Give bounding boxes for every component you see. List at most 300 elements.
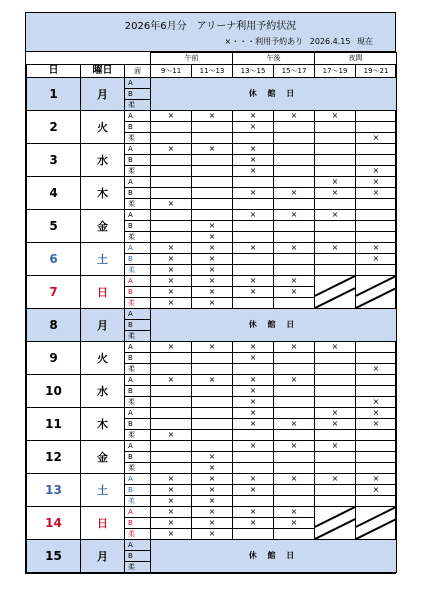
- table-row: [27, 474, 397, 485]
- slot-cell: [315, 364, 356, 375]
- col-header-court: 面: [125, 65, 151, 78]
- slot-cell: [233, 265, 274, 276]
- slot-cell: [315, 496, 356, 507]
- legend-text: ×・・・利用予約あり: [224, 37, 304, 46]
- slot-cell: [315, 232, 356, 243]
- slot-cell: ×: [274, 111, 315, 122]
- court-label: 柔: [125, 364, 151, 375]
- slot-cell: [151, 452, 192, 463]
- slot-cell: ×: [315, 408, 356, 419]
- slot-cell: [356, 430, 397, 441]
- slot-cell: [233, 254, 274, 265]
- court-label: B: [125, 518, 151, 529]
- slot-cell: [356, 210, 397, 221]
- slot-cell: ×: [233, 188, 274, 199]
- slot-cell: [274, 452, 315, 463]
- slot-cell: [233, 133, 274, 144]
- slot-cell: [192, 419, 233, 430]
- slot-cell: [151, 188, 192, 199]
- table-row: [27, 342, 397, 353]
- court-label: A: [125, 375, 151, 386]
- day-number: 14: [27, 507, 81, 540]
- slot-cell: [356, 386, 397, 397]
- group-header-afternoon: 午後: [233, 53, 315, 65]
- unavailable-cell: [356, 276, 397, 309]
- slot-cell: [151, 408, 192, 419]
- slot-cell: ×: [274, 518, 315, 529]
- slot-header: 11～13: [192, 65, 233, 78]
- court-label: 柔: [125, 265, 151, 276]
- slot-cell: [274, 496, 315, 507]
- slot-cell: ×: [151, 265, 192, 276]
- day-number: 13: [27, 474, 81, 507]
- slot-cell: [192, 397, 233, 408]
- slot-cell: [274, 529, 315, 540]
- court-label: A: [125, 243, 151, 254]
- slot-cell: ×: [315, 441, 356, 452]
- as-of-label: 現在: [357, 37, 373, 46]
- court-label: A: [125, 276, 151, 287]
- slot-header: 19～21: [356, 65, 397, 78]
- slot-cell: [192, 364, 233, 375]
- court-label: B: [125, 386, 151, 397]
- court-label: A: [125, 177, 151, 188]
- slot-cell: [315, 375, 356, 386]
- slot-cell: [315, 221, 356, 232]
- as-of-date: 2026.4.15: [309, 37, 351, 46]
- slot-cell: ×: [356, 166, 397, 177]
- slot-cell: ×: [192, 144, 233, 155]
- closed-day-cell: 休 館 日: [151, 540, 397, 573]
- closed-day-cell: 休 館 日: [151, 78, 397, 111]
- slot-cell: [233, 221, 274, 232]
- slot-cell: [192, 133, 233, 144]
- slot-cell: ×: [356, 243, 397, 254]
- slot-cell: ×: [233, 342, 274, 353]
- weekday: 木: [81, 177, 125, 210]
- table-row: [27, 243, 397, 254]
- slot-cell: ×: [233, 166, 274, 177]
- weekday: 月: [81, 540, 125, 573]
- slot-cell: ×: [233, 441, 274, 452]
- slot-cell: ×: [274, 507, 315, 518]
- slot-cell: [315, 199, 356, 210]
- slot-cell: [192, 441, 233, 452]
- court-label: 柔: [125, 298, 151, 309]
- slot-cell: ×: [356, 408, 397, 419]
- slot-cell: ×: [192, 452, 233, 463]
- slot-cell: [274, 463, 315, 474]
- slot-cell: [274, 199, 315, 210]
- weekday: 土: [81, 243, 125, 276]
- court-label: A: [125, 309, 151, 320]
- slot-cell: [356, 232, 397, 243]
- slot-cell: [356, 463, 397, 474]
- slot-cell: [315, 144, 356, 155]
- table-row: [27, 507, 397, 518]
- day-number: 11: [27, 408, 81, 441]
- slot-cell: ×: [151, 111, 192, 122]
- slot-header: 15～17: [274, 65, 315, 78]
- slot-cell: ×: [151, 529, 192, 540]
- day-number: 7: [27, 276, 81, 309]
- slot-cell: ×: [151, 430, 192, 441]
- slot-cell: ×: [356, 133, 397, 144]
- slot-cell: [274, 133, 315, 144]
- weekday: 日: [81, 507, 125, 540]
- slot-cell: ×: [233, 485, 274, 496]
- slot-cell: [233, 463, 274, 474]
- court-label: B: [125, 155, 151, 166]
- table-row: [27, 78, 397, 89]
- slot-cell: ×: [315, 419, 356, 430]
- slot-cell: [315, 353, 356, 364]
- slot-cell: ×: [151, 298, 192, 309]
- slot-cell: [233, 232, 274, 243]
- slot-cell: ×: [233, 353, 274, 364]
- court-label: B: [125, 188, 151, 199]
- slot-cell: [233, 452, 274, 463]
- slot-cell: [192, 353, 233, 364]
- slot-cell: ×: [151, 254, 192, 265]
- slot-cell: [356, 353, 397, 364]
- court-label: 柔: [125, 430, 151, 441]
- court-label: 柔: [125, 100, 151, 111]
- slot-cell: ×: [315, 177, 356, 188]
- slot-cell: [151, 397, 192, 408]
- closed-day-cell: 休 館 日: [151, 309, 397, 342]
- slot-cell: ×: [151, 144, 192, 155]
- slot-cell: ×: [233, 243, 274, 254]
- slot-cell: ×: [151, 507, 192, 518]
- slot-cell: [192, 177, 233, 188]
- weekday: 木: [81, 408, 125, 441]
- slot-cell: [356, 265, 397, 276]
- court-label: 柔: [125, 496, 151, 507]
- slot-cell: [274, 232, 315, 243]
- court-label: A: [125, 210, 151, 221]
- slot-cell: ×: [192, 485, 233, 496]
- slot-cell: [151, 210, 192, 221]
- slot-cell: ×: [274, 287, 315, 298]
- day-number: 6: [27, 243, 81, 276]
- slot-cell: ×: [233, 507, 274, 518]
- slot-cell: [356, 496, 397, 507]
- weekday: 日: [81, 276, 125, 309]
- slot-cell: [274, 364, 315, 375]
- weekday: 火: [81, 342, 125, 375]
- slot-cell: ×: [192, 375, 233, 386]
- slot-cell: ×: [192, 463, 233, 474]
- day-number: 5: [27, 210, 81, 243]
- court-label: B: [125, 287, 151, 298]
- court-label: B: [125, 221, 151, 232]
- slot-cell: [274, 353, 315, 364]
- col-header-weekday: 曜日: [81, 65, 125, 78]
- slot-cell: [356, 221, 397, 232]
- slot-cell: ×: [233, 386, 274, 397]
- slot-cell: [356, 441, 397, 452]
- slot-cell: [151, 133, 192, 144]
- slot-cell: [274, 386, 315, 397]
- court-label: 柔: [125, 166, 151, 177]
- table-row: [27, 309, 397, 320]
- court-label: A: [125, 78, 151, 89]
- col-header-day: 日: [27, 65, 81, 78]
- table-row: [27, 408, 397, 419]
- unavailable-cell: [356, 507, 397, 540]
- court-label: B: [125, 452, 151, 463]
- court-label: A: [125, 441, 151, 452]
- slot-cell: [151, 364, 192, 375]
- weekday: 火: [81, 111, 125, 144]
- slot-cell: ×: [274, 188, 315, 199]
- slot-cell: ×: [315, 342, 356, 353]
- table-row: [27, 210, 397, 221]
- diagonal-lines-icon: [315, 507, 355, 539]
- slot-cell: [315, 133, 356, 144]
- slot-cell: ×: [356, 188, 397, 199]
- slot-cell: [274, 221, 315, 232]
- slot-cell: [151, 122, 192, 133]
- schedule-table: [26, 52, 397, 573]
- slot-cell: [151, 386, 192, 397]
- slot-cell: ×: [233, 375, 274, 386]
- group-header-morning: 午前: [151, 53, 233, 65]
- slot-cell: [151, 441, 192, 452]
- slot-cell: [151, 419, 192, 430]
- weekday: 金: [81, 210, 125, 243]
- court-label: 柔: [125, 562, 151, 573]
- court-label: A: [125, 144, 151, 155]
- day-number: 4: [27, 177, 81, 210]
- slot-cell: [315, 166, 356, 177]
- table-row: [27, 375, 397, 386]
- slot-cell: ×: [274, 441, 315, 452]
- slot-header: 13～15: [233, 65, 274, 78]
- diagonal-lines-icon: [356, 276, 396, 308]
- slot-cell: [192, 386, 233, 397]
- slot-cell: ×: [192, 276, 233, 287]
- court-label: 柔: [125, 331, 151, 342]
- slot-cell: ×: [233, 144, 274, 155]
- slot-cell: [315, 397, 356, 408]
- court-label: B: [125, 485, 151, 496]
- slot-cell: [356, 342, 397, 353]
- slot-cell: [192, 155, 233, 166]
- slot-cell: [315, 265, 356, 276]
- slot-cell: ×: [274, 419, 315, 430]
- slot-cell: ×: [233, 397, 274, 408]
- slot-cell: ×: [274, 243, 315, 254]
- slot-cell: ×: [192, 518, 233, 529]
- slot-cell: ×: [233, 276, 274, 287]
- day-number: 12: [27, 441, 81, 474]
- slot-cell: ×: [192, 496, 233, 507]
- slot-cell: [192, 188, 233, 199]
- court-label: 柔: [125, 133, 151, 144]
- slot-cell: ×: [151, 375, 192, 386]
- day-number: 15: [27, 540, 81, 573]
- slot-cell: ×: [192, 342, 233, 353]
- court-label: 柔: [125, 529, 151, 540]
- day-number: 2: [27, 111, 81, 144]
- slot-cell: ×: [356, 485, 397, 496]
- unavailable-cell: [315, 507, 356, 540]
- slot-cell: [192, 430, 233, 441]
- court-label: B: [125, 353, 151, 364]
- slot-cell: [274, 265, 315, 276]
- slot-cell: [274, 155, 315, 166]
- slot-cell: [233, 298, 274, 309]
- slot-cell: ×: [151, 287, 192, 298]
- slot-cell: ×: [192, 287, 233, 298]
- slot-cell: ×: [192, 111, 233, 122]
- slot-cell: ×: [192, 232, 233, 243]
- slot-cell: [315, 430, 356, 441]
- slot-cell: [151, 166, 192, 177]
- slot-cell: ×: [356, 177, 397, 188]
- slot-cell: [315, 122, 356, 133]
- slot-cell: ×: [274, 276, 315, 287]
- weekday: 金: [81, 441, 125, 474]
- reservation-sheet: [25, 12, 396, 574]
- slot-cell: ×: [192, 474, 233, 485]
- slot-cell: ×: [192, 507, 233, 518]
- table-row: [27, 111, 397, 122]
- slot-cell: ×: [192, 298, 233, 309]
- slot-cell: ×: [274, 375, 315, 386]
- slot-cell: [151, 353, 192, 364]
- diagonal-lines-icon: [356, 507, 396, 539]
- unavailable-cell: [315, 276, 356, 309]
- slot-cell: ×: [233, 518, 274, 529]
- slot-cell: ×: [192, 243, 233, 254]
- slot-cell: ×: [233, 155, 274, 166]
- slot-cell: [151, 177, 192, 188]
- slot-cell: ×: [356, 474, 397, 485]
- slot-cell: ×: [233, 122, 274, 133]
- slot-cell: [356, 144, 397, 155]
- slot-cell: ×: [151, 342, 192, 353]
- slot-cell: [274, 144, 315, 155]
- slot-cell: [274, 177, 315, 188]
- table-row: [27, 144, 397, 155]
- court-label: B: [125, 89, 151, 100]
- slot-cell: [315, 254, 356, 265]
- court-label: 柔: [125, 232, 151, 243]
- court-label: A: [125, 408, 151, 419]
- court-label: A: [125, 540, 151, 551]
- slot-cell: [274, 166, 315, 177]
- slot-cell: [192, 166, 233, 177]
- slot-cell: [356, 199, 397, 210]
- court-label: 柔: [125, 199, 151, 210]
- weekday: 土: [81, 474, 125, 507]
- slot-cell: [151, 155, 192, 166]
- table-row: [27, 177, 397, 188]
- court-label: B: [125, 254, 151, 265]
- slot-cell: [274, 430, 315, 441]
- slot-cell: [315, 386, 356, 397]
- court-label: B: [125, 551, 151, 562]
- slot-cell: [151, 221, 192, 232]
- diagonal-lines-icon: [315, 276, 355, 308]
- slot-cell: [315, 155, 356, 166]
- slot-cell: [356, 111, 397, 122]
- court-label: A: [125, 507, 151, 518]
- slot-cell: ×: [233, 408, 274, 419]
- slot-cell: [192, 122, 233, 133]
- slot-header: 9～11: [151, 65, 192, 78]
- day-number: 1: [27, 78, 81, 111]
- header-box: [26, 13, 395, 52]
- table-row: [27, 540, 397, 551]
- slot-cell: [233, 199, 274, 210]
- slot-cell: [274, 485, 315, 496]
- slot-cell: [151, 463, 192, 474]
- slot-cell: ×: [274, 474, 315, 485]
- slot-cell: [274, 122, 315, 133]
- weekday: 月: [81, 78, 125, 111]
- slot-cell: ×: [192, 529, 233, 540]
- slot-cell: ×: [151, 243, 192, 254]
- slot-cell: [233, 430, 274, 441]
- slot-cell: [274, 254, 315, 265]
- slot-cell: ×: [192, 265, 233, 276]
- slot-cell: [233, 177, 274, 188]
- slot-cell: ×: [315, 188, 356, 199]
- slot-cell: [274, 298, 315, 309]
- slot-cell: [274, 408, 315, 419]
- slot-cell: [356, 452, 397, 463]
- slot-cell: ×: [233, 111, 274, 122]
- weekday: 水: [81, 144, 125, 177]
- slot-cell: ×: [151, 496, 192, 507]
- slot-cell: [192, 408, 233, 419]
- slot-cell: ×: [151, 474, 192, 485]
- page-title: 2026年6月分 アリーナ利用予約状況: [124, 21, 297, 32]
- header-row-slots: [27, 65, 397, 78]
- slot-cell: [151, 232, 192, 243]
- day-number: 10: [27, 375, 81, 408]
- court-label: B: [125, 419, 151, 430]
- day-number: 8: [27, 309, 81, 342]
- slot-cell: ×: [151, 276, 192, 287]
- weekday: 月: [81, 309, 125, 342]
- slot-cell: ×: [315, 111, 356, 122]
- court-label: A: [125, 342, 151, 353]
- slot-header: 17～19: [315, 65, 356, 78]
- court-label: B: [125, 320, 151, 331]
- slot-cell: [192, 199, 233, 210]
- slot-cell: [233, 364, 274, 375]
- slot-cell: ×: [356, 397, 397, 408]
- slot-cell: ×: [233, 474, 274, 485]
- slot-cell: ×: [274, 342, 315, 353]
- slot-cell: ×: [151, 518, 192, 529]
- court-label: A: [125, 474, 151, 485]
- slot-cell: [274, 397, 315, 408]
- slot-cell: ×: [315, 243, 356, 254]
- court-label: 柔: [125, 397, 151, 408]
- slot-cell: [233, 529, 274, 540]
- day-number: 3: [27, 144, 81, 177]
- slot-cell: ×: [356, 419, 397, 430]
- slot-cell: ×: [233, 419, 274, 430]
- court-label: B: [125, 122, 151, 133]
- subtitle: [220, 36, 373, 47]
